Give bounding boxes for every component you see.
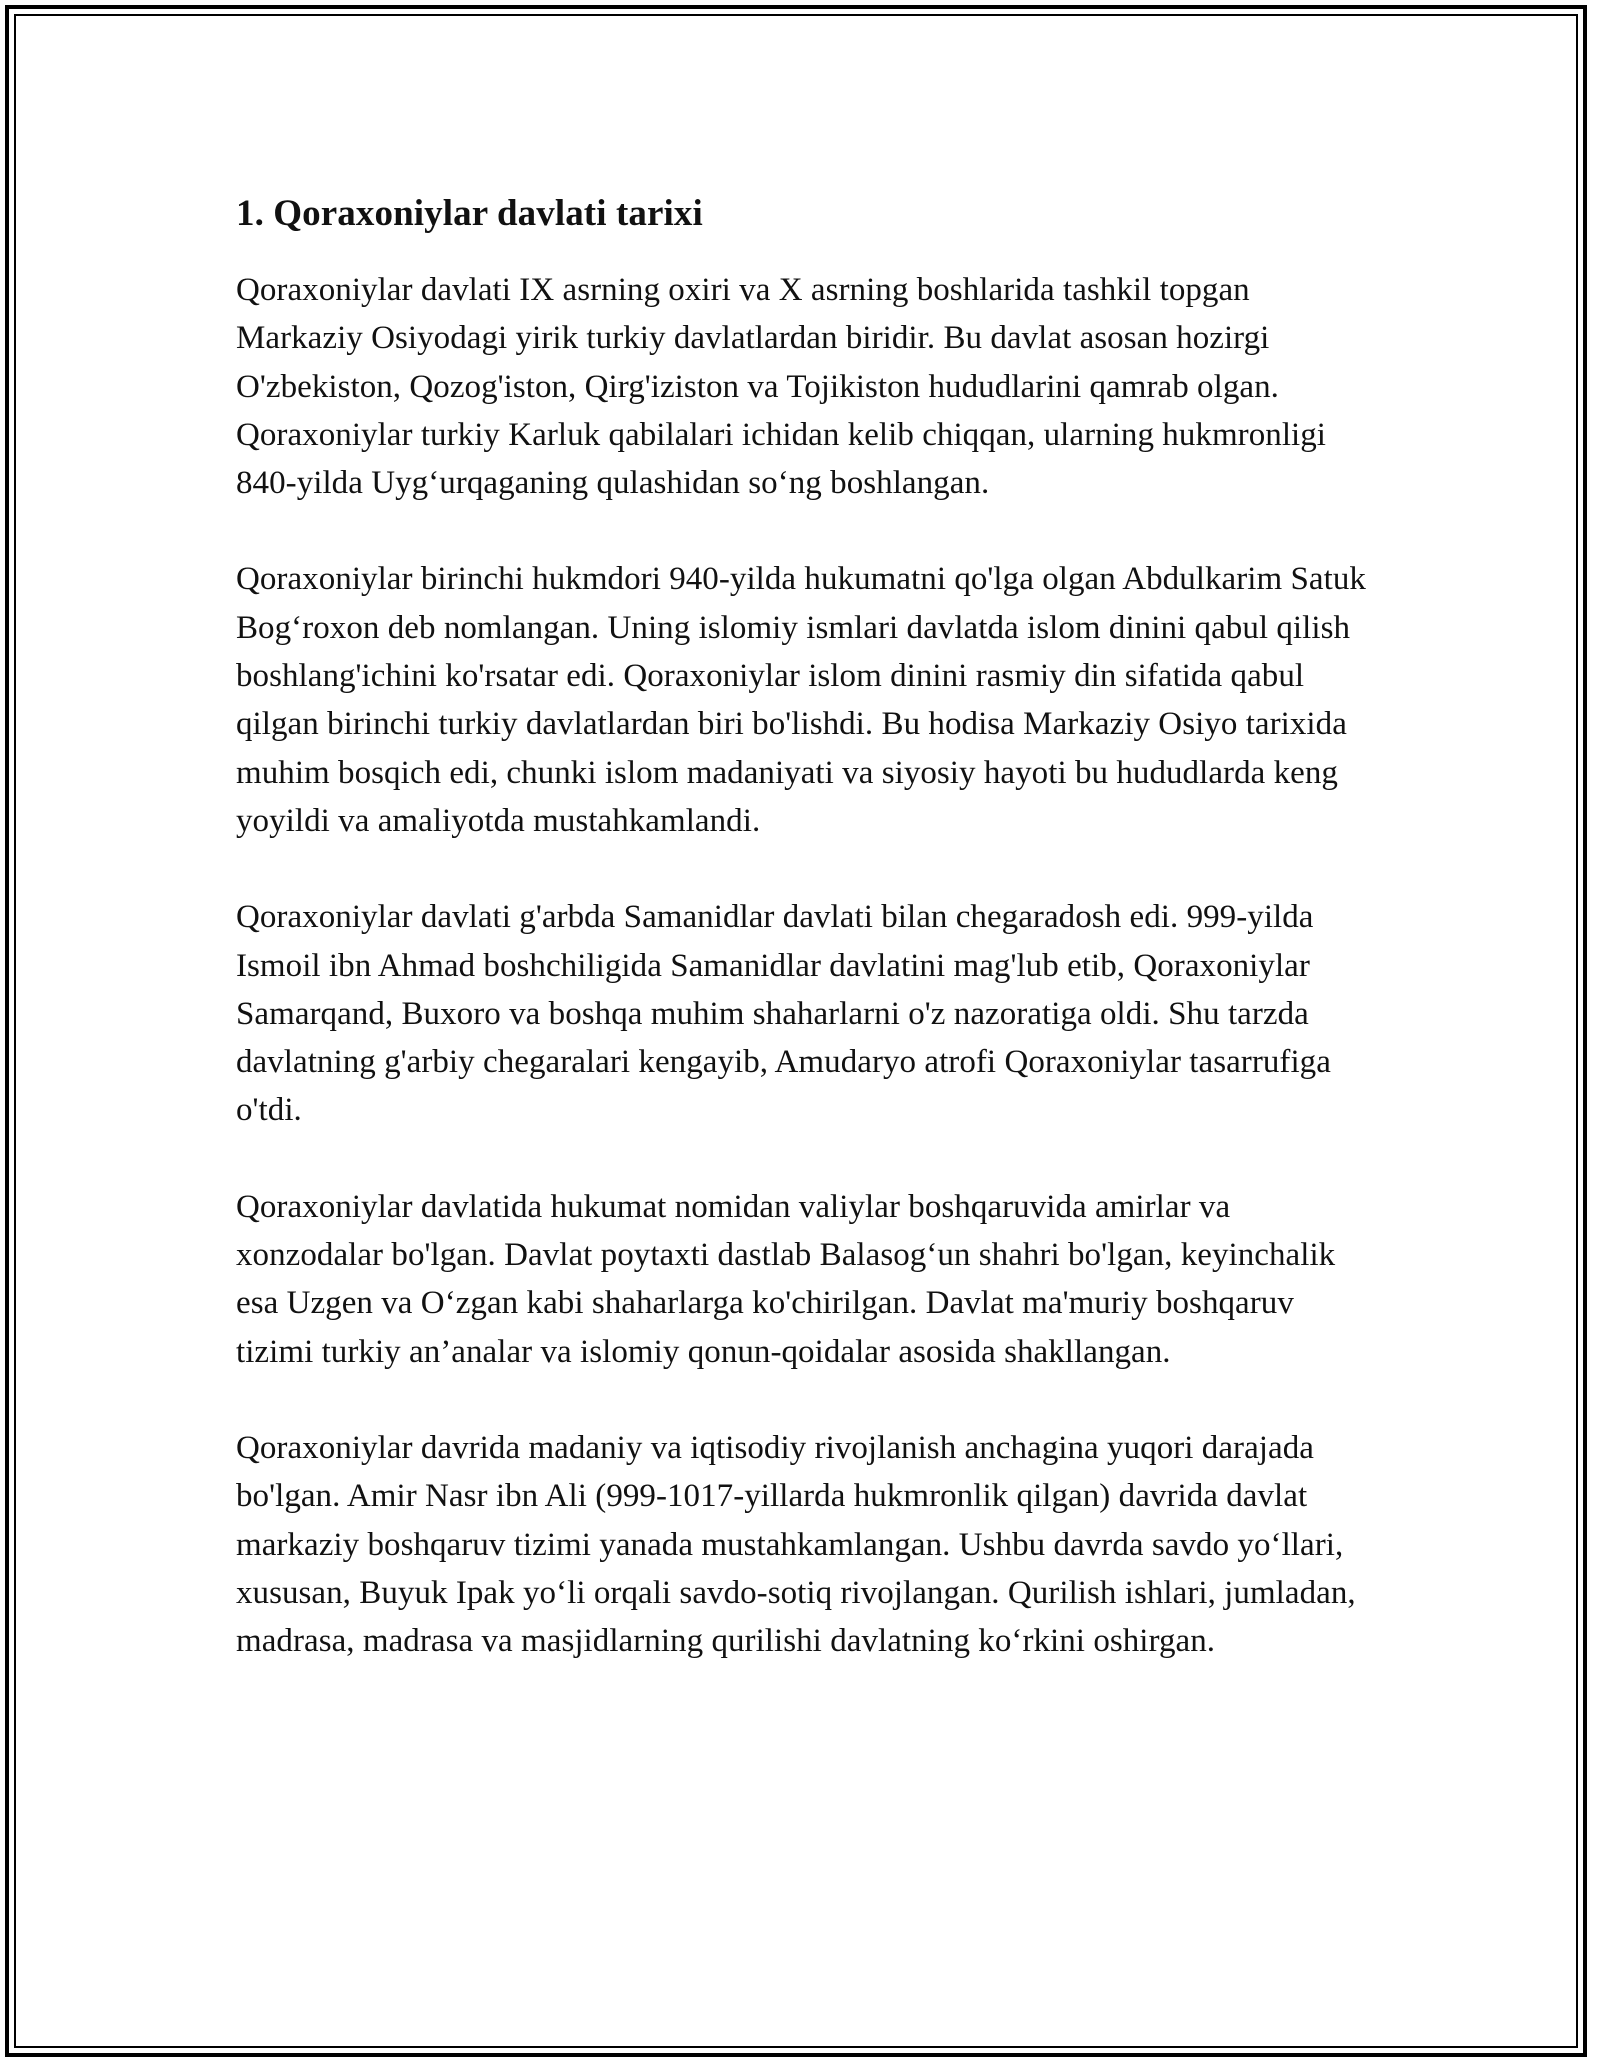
- paragraph-5: Qoraxoniylar davrida madaniy va iqtisodiy rivojlanish anchagina yuqori darajada bo'lgan. Amir Nasr ibn Ali (999-1017-yillarda hukmronlik qilgan) davrida davlat markaziy boshqaruv tizimi yanada mustahkamlangan. Ushbu davrda savdo yo‘llari, xususan, Buyuk Ipak yo‘li orqali savdo-sotiq rivojlangan. Qurilish ishlari, jumladan, madrasa, madrasa va masjidlarning qurilishi davlatning ko‘rkini oshirgan.: [236, 1429, 1356, 1660]
- paragraph-4: Qoraxoniylar davlatida hukumat nomidan valiylar boshqaruvida amirlar va xonzodalar bo'lgan. Davlat poytaxti dastlab Balasog‘un shahri bo'lgan, keyinchalik esa Uzgen va O‘zgan kabi shaharlarga ko'chirilgan. Davlat ma'muriy boshqaruv tizimi turkiy an’analar va islomiy qonun-qoidalar asosida shakllangan.: [236, 1188, 1336, 1370]
- paragraph-3: Qoraxoniylar davlati g'arbda Samanidlar davlati bilan chegaradosh edi. 999-yilda Ismoil ibn Ahmad boshchiligida Samanidlar davlatini mag'lub etib, Qoraxoniylar Samarqand, Buxoro va boshqa muhim shaharlarni o'z nazoratiga oldi. Shu tarzda davlatning g'arbiy chegaralari kengayib, Amudaryo atrofi Qoraxoniylar tasarrufiga o'tdi.: [236, 899, 1331, 1129]
- paragraph-2: Qoraxoniylar birinchi hukmdori 940-yilda hukumatni qo'lga olgan Abdulkarim Satuk Bog‘roxon deb nomlangan. Uning islomiy ismlari davlatda islom dinini qabul qilish boshlang'ichini ko'rsatar edi. Qoraxoniylar islom dinini rasmiy din sifatida qabul qilgan birinchi turkiy davlatlardan biri bo'lishdi. Bu hodisa Markaziy Osiyo tarixida muhim bosqich edi, chunki islom madaniyati va siyosiy hayoti bu hududlarda keng yoyildi va amaliyotda mustahkamlandi.: [236, 561, 1366, 839]
- paragraph-1: Qoraxoniylar davlati IX asrning oxiri va X asrning boshlarida tashkil topgan Markaziy Osiyodagi yirik turkiy davlatlardan biridir. Bu davlat asosan hozirgi O'zbekiston, Qozog'iston, Qirg'iziston va Tojikiston hududlarini qamrab olgan. Qoraxoniylar turkiy Karluk qabilalari ichidan kelib chiqqan, ularning hukmronligi 840-yilda Uyg‘urqaganing qulashidan so‘ng boshlangan.: [236, 272, 1327, 502]
- section-heading: 1. Qoraxoniylar davlati tarixi: [236, 193, 703, 234]
- document-body: [236, 188, 1366, 1713]
